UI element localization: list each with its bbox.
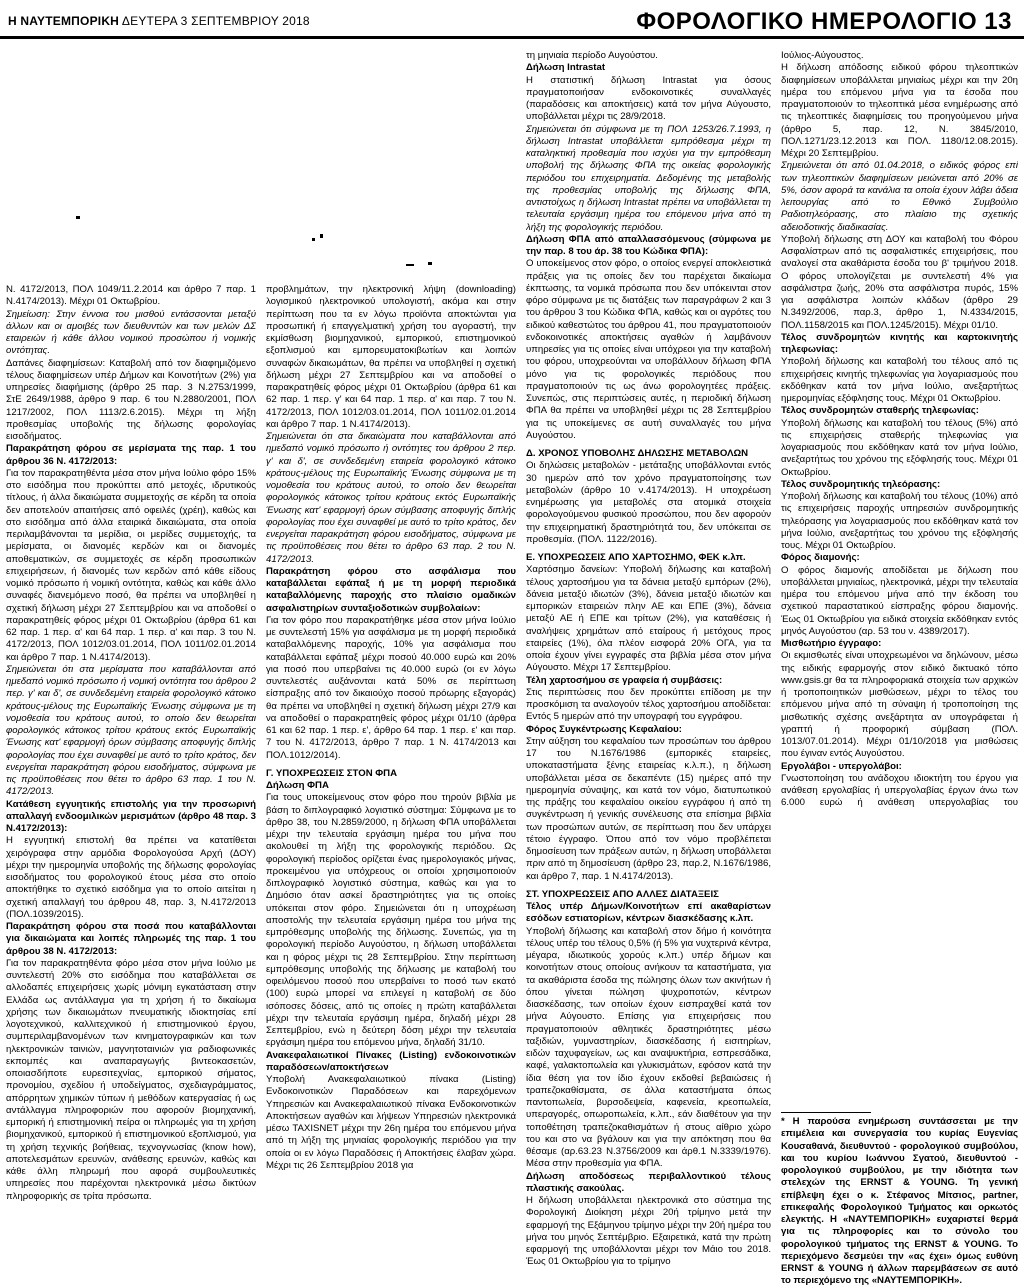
subheading: Τέλος υπέρ Δήμων/Κοινοτήτων επί ακαθαρίστων εσόδων εστιατορίων, κέντρων διασκέδασης κ.λπ. [526, 901, 771, 925]
scan-speck [312, 238, 315, 241]
paragraph: Ο φόρος διαμονής αποδίδεται με δήλωση που υποβάλλεται μηνιαίως, ηλεκτρονικά, μέχρι την τελευταία ημέρα του επόμενου μήνα από την έκδοση του σχετικού παραστατικού είσπραξης φόρου διαμονής. Έως 01 Οκτωβρίου για ειδικά στοιχεία εκδόθηκαν εντός μηνός Αυγούστου (αρ. 53 του ν. 4389/2017). [781, 564, 1018, 637]
scan-speck [76, 216, 80, 219]
column-1 [6, 284, 256, 1269]
column-4 [781, 50, 1018, 810]
paragraph: Για τους υποκείμενους στον φόρο που τηρούν βιβλία με βάση το διπλογραφικό λογιστικό σύστημα: Σύμφωνα με το άρθρο 38, του Ν.2859/2000, η δήλωση ΦΠΑ υποβάλλεται μέχρι την τελευταία εργάσιμη ημέρα του μήνα που ακολουθεί τη λήξη της φορολογικής περιόδου. Ως φορολογική περίοδος ορίζεται ένας ημερολογιακός μήνας, προκειμένου για υπόχρεους οι οποίοι χρησιμοποιούν διπλογραφικό λογιστικό σύστημα, καθώς και για το Δημόσιο όταν ασκεί δραστηριότητες για τις οποίες υπόκειται στον φόρο. Σημειώνεται ότι η υποχρέωση αποστολής την τελευταία εργάσιμη ημέρα του μήνα της εμπρόθεσμης υποβολής της δήλωσης. Συνεπώς, για τη φορολογική περίοδο Αυγούστου, η δήλωση υποβάλλεται και η φόρος μέχρι τις 28 Σεπτεμβρίου. Στην περίπτωση εμπρόθεσμης υποβολής της δήλωσης με καταβολή του οφειλόμενου ποσού που υπερβαίνει το ποσό των εκατό (100) ευρώ μπορεί να επιλεγεί η καταβολή σε δύο ισόποσες δόσεις, από τις οποίες η πρώτη καταβάλλεται μέχρι την τελευταία εργάσιμη ημέρα, δηλαδή μέχρι 28 Σεπτεμβρίου, ενώ η δεύτερη δόση μέχρι την τελευταία εργάσιμη ημέρα του επόμενου μήνα, δηλαδή 31/10. [266, 792, 516, 1049]
subheading: Ανακεφαλαιωτικοί Πίνακες (Listing) ενδοκοινοτικών παραδόσεων/αποκτήσεων [266, 1049, 516, 1073]
section-heading: Δ. ΧΡΟΝΟΣ ΥΠΟΒΟΛΗΣ ΔΗΛΩΣΗΣ ΜΕΤΑΒΟΛΩΝ [526, 448, 749, 459]
section-title: ΦΟΡΟΛΟΓΙΚΟ ΗΜΕΡΟΛΟΓΙΟ 13 [636, 8, 1012, 35]
paragraph: Στην αύξηση του κεφαλαίου των προσώπων του άρθρου 17 του Ν.1676/1986 (εμπορικές εταιρείες, υποκαταστήματα ξένης εταιρείας κ.λ.π.), η δήλωση υποβάλλεται μέσα σε δεκαπέντε (15) ημέρες από την ημερομηνία σύναψης, και κατά τον νόμο, διατυπωτικού της πράξης του κεφαλαίου οικείου εγγράφου ή από τη συγκέντρωση ή γενικής συνέλευσης στα επίσημα βιβλία των προσώπων αυτών, σε περίπτωση που δεν υπάρχει τέτοιο έγγραφο. Όπου από τον νόμο προβλέπεται δημοσίευση των πράξεων αυτών, η δήλωση υποβάλλεται πριν από τη δημοσίευση (άρθρο 23, παρ.2, Ν.1676/1986, και άρθρο 7, παρ. 1 Ν.4174/2013). [526, 735, 771, 882]
column-3 [526, 50, 771, 1269]
header-rule [0, 36, 1024, 39]
paragraph: Η δήλωση υποβάλλεται ηλεκτρονικά στο σύστημα της Φορολογική Διοίκηση μέχρι 20ή τρίμηνο μετά την εφαρμογή της Εξάμηνου τρίμηνο μέχρι την 20ή ημέρα του μήνα του μηνός Σεπτέμβριο. Εξαιρετικά, κατά την πρώτη εφαρμογή της υποβάλλονται μέχρι τον Μάιο του 2018. Έως 01 Οκτωβρίου για το τρίμηνο [526, 1195, 771, 1268]
issue-date: ΔΕΥΤΕΡΑ 3 ΣΕΠΤΕΜΒΡΙΟΥ 2018 [121, 14, 310, 28]
paragraph: Η στατιστική δήλωση Intrastat για όσους πραγματοποιήσαν ενδοκοινοτικές συναλλαγές (παραδόσεις και αποκτήσεις) κατά τον μήνα Αύγουστο, υποβάλλεται μέχρι τις 28/9/2018. [526, 74, 771, 123]
subheading: Τέλος συνδρομητών κινητής και καρτοκινητής τηλεφωνίας: [781, 331, 1018, 355]
paragraph: τη μηνιαία περίοδο Αυγούστου. [526, 50, 658, 61]
paragraph: Για τον φόρο που παρακρατήθηκε μέσα στον μήνα Ιούλιο με συντελεστή 15% για ασφάλισμα με τη μορφή περιοδικά καταβαλλόμενης παροχής, 10% για ασφάλισμα που καταβάλλεται εφάπαξ μέχρι ποσού 40.000 ευρώ και 20% για ποσό που υπερβαίνει τις 40.000 ευρώ (οι εν λόγω συντελεστές αυξάνονται κατά 50% σε περίπτωση είσπραξης από τον δικαιούχο ποσού πρόωρης εξαγοράς) θα πρέπει να υποβληθεί η σχετική δήλωση μέχρι 27/9 και να αποδοθεί ο παρακρατηθείς φόρος μέχρι 01/10 (άρθρα 61 και 62 παρ. 1 περ. ε', άρθρο 64 παρ. 1 περ. ε' και παρ. 7 του Ν. 4172/2013, άρθρο 7 παρ. 1 Ν. 4174/2013 και ΠΟΛ.1012/2014). [266, 614, 516, 761]
subheading: Παρακράτηση φόρου σε μερίσματα της παρ. 1 του άρθρου 36 Ν. 4172/2013: [6, 443, 256, 467]
subheading: Τέλος συνδρομητών σταθερής τηλεφωνίας: [781, 405, 979, 417]
paragraph: Υποβολή δήλωσης και καταβολή στον δήμο ή κοινότητα τέλους υπέρ του τέλους 0,5% (ή 5% για νυχτερινά κέντρα, μέγαρα, ιδιωτικούς χορούς κ.λπ.) υπέρ δήμων και κοινοτήτων στους οποίους ανήκουν τα καταστήματα, για τα ακαθάριστα έσοδα της πώλησης όλων των ακινήτων ή όπου γίνεται πώληση ψυχροποτών, κέντρων διασκέδασης, των οποίων έχουν εισπραχθεί κατά τον μήνα Αύγουστο. Επίσης για επιχειρήσεις που πραγματοποιούν αθλητικές δραστηριότητες μέσω ταξιδιών, γυμναστηρίων, διασκέδασης ή εισιτηρίων, ειδών ταχυφαγείων, ως και αναψυκτήρια, εσπρεσάδικα, καφέ, γαλακτοπωλεία και γλυκισμάτων, εφόσον κατά την ίδια θέση για τον ίδιο έχουν εκδοθεί βεβαιώσεις ή τραπεζοκαθίσματα, σε άλλα καταστήματα όπως παντοπωλεία, βυρσοδεψεία, καφενεία, κρεοπωλεία, υπεραγορές, οπωροπωλεία, κ.λπ., εάν διαθέτουν για την τοποθέτηση τραπεζοκαθισμάτων ή στους αίθριο χώρο του και στο να βγάλουν και για την απόκτηση που θα θέσαμε (αρ.63.23 Ν.3756/2009 και άρθ.1 Ν.3339/1976). Μέσα στην προθεσμία για ΦΠΑ. [526, 925, 771, 1170]
paragraph: Σημειώνεται ότι στα δικαιώματα που καταβάλλονται από ημεδαπό νομικό πρόσωπο ή οντότητες του άρθρου 2 περ. γ' και δ', σε συνδεδεμένη εταιρεία φορολογικό κάτοικο κράτους-μέλους της Ευρωπαϊκής Ένωσης σύμφωνα με τη νομοθεσία του κράτους αυτού, το οποίο δεν θεωρείται φορολογικός κάτοικος τρίτου κράτους εκτός Ευρωπαϊκής Ένωσης κατ' εφαρμογή όρων σύμβασης αποφυγής διπλής φορολογίας που έχει συναφθεί με αυτό το τρίτο κράτος, δεν ενεργείται παρακράτηση φόρου εισοδήματος, σύμφωνα με τις προϋποθέσεις που θέτει το άρθρο 63 παρ. 2 του Ν. 4172/2013. [266, 431, 516, 565]
paragraph: Σημειώνεται ότι στα μερίσματα που καταβάλλονται από ημεδαπό νομικό πρόσωπο ή νομική οντότητα του άρθρου 2 περ. γ' και δ', σε συνδεδεμένη εταιρεία φορολογικό κάτοικο κράτους-μέλους της Ευρωπαϊκής Ένωσης σύμφωνα με τη νομοθεσία του κράτους αυτού, το οποίο δεν θεωρείται φορολογικός κάτοικος τρίτου κράτους εκτός Ευρωπαϊκής Ένωσης κατ' εφαρμογή όρων σύμβασης αποφυγής διπλής φορολογίας που έχει συναφθεί με αυτό το τρίτο κράτος, δεν ενεργείται παρακράτηση φόρου εισοδήματος, σύμφωνα με τις προϋποθέσεις που θέτει το άρθρο 63 παρ. 1 του Ν. 4172/2013. [6, 663, 256, 798]
paragraph: Γνωστοποίηση του ανάδοχου ιδιοκτήτη του έργου για ανάθεση εργολαβίας ή υπεργολαβίας έργων άνω των 6.000 ευρώ ή ανάθεση υπεργολαβίας του [781, 772, 1018, 809]
section-heading: ΣΤ. ΥΠΟΧΡΕΩΣΕΙΣ ΑΠΟ ΑΛΛΕΣ ΔΙΑΤΑΞΕΙΣ [526, 888, 719, 900]
footnote-box [781, 1112, 1018, 1288]
paragraph: Οι δηλώσεις μεταβολών - μετάταξης υποβάλλονται εντός 30 ημερών από τον χρόνο πραγματοποίησης των μεταβολών (άρθρο 10 ν.4174/2013). Η υποχρέωση ενημέρωσης για μεταβολές στα ατομικά στοιχεία φορολογούμενου φυσικού προσώπου, που δεν αφορούν την επιχειρηματική δραστηριότητά του, δεν υπόκειται σε προθεσμία. (ΠΟΛ. 1122/2016). [526, 460, 771, 545]
subheading: Παρακράτηση φόρου στο ασφάλισμα που καταβάλλεται εφάπαξ ή με τη μορφή περιοδικά καταβαλλόμενης παροχής στο πλαίσιο ομαδικών ασφαλιστηρίων συνταξιοδοτικών συμβολαίων: [266, 565, 516, 614]
header-masthead [8, 14, 310, 28]
paragraph: Υποβολή δήλωσης και καταβολή του τέλους (5%) από τις επιχειρήσεις σταθερής τηλεφωνίας για λογαριασμούς που εκδόθηκαν κατά τον μήνα Ιούλιο, ανεξαρτήτως του χρόνου της εξόφλησής τους. Μέχρι 01 Οκτωβρίου. [781, 417, 1018, 478]
subheading: Τέλη χαρτοσήμου σε γραφεία ή συμβάσεις: [526, 674, 723, 686]
subheading: Τέλος συνδρομητικής τηλεόρασης: [781, 478, 941, 490]
paragraph: Σημειώνεται ότι σύμφωνα με τη ΠΟΛ 1253/26.7.1993, η δήλωση Intrastat υποβάλλεται εμπρόθεσμα μέχρι τη καταληκτική προθεσμία που ισχύει για την εμπρόθεσμη υποβολή της δήλωσης ΦΠΑ της οικείας φορολογικής περιόδου του επιχειρηματία. Δεδομένης της μεταβολής της προθεσμίας υποβολής της δήλωσης ΦΠΑ, αντιστοίχως η δήλωση Intrastat πρέπει να υποβάλλεται τη τελευταία εργάσιμη ημέρα του επόμενου μήνα από τη λήξη της φορολογικής περιόδου. [526, 123, 771, 233]
section-heading: Ε. ΥΠΟΧΡΕΩΣΕΙΣ ΑΠΟ ΧΑΡΤΟΣΗΜΟ, ΦΕΚ κ.λπ. [526, 552, 746, 563]
paragraph: Οι εκμισθωτές είναι υποχρεωμένοι να δηλώνουν, μέσω της ειδικής εφαρμογής στον ειδικό δικτυακό τόπο www.gsis.gr θα τα πληροφοριακά στοιχεία των αρχικών ή τροποποιητικών μισθώσεων, μέχρι το τέλος του επόμενου μήνα από τη σύναψη ή τροποποίηση της μισθωτικής σχέσης ανεξάρτητα αν υπογράφεται ή γραπτή ή προφορική σύμβαση (ΠΟΛ. 1013/07.01.2014). Μέχρι 01/10/2018 για μισθώσεις που έγιναν εντός Αυγούστου. [781, 650, 1018, 760]
footnote-separator [781, 1112, 871, 1113]
page-header [0, 0, 1024, 38]
paragraph: Ο υποκείμενος στον φόρο, ο οποίος ενεργεί αποκλειστικά πράξεις για τις οποίες δεν του παρέχεται δικαίωμα έκπτωσης, τα νομικά πρόσωπα που δεν υπόκεινται στον φόρο σύμφωνα με τις διατάξεις των παραγράφων 2 και 3 του άρθρου 3 του Κώδικα ΦΠΑ, καθώς και οι αγρότες του ειδικού καθεστώτος του άρθρου 41, που πραγματοποιούν ενδοκοινοτικές αποκτήσεις αγαθών ή λαμβάνουν υπηρεσίες για τις οποίες είναι υπόχρεοι για την καταβολή του φόρου, υποχρεούνται να υποβάλλουν δήλωση ΦΠΑ μόνο για τις φορολογικές περιόδους που πραγματοποιούν τις ως άνω φορολογητέες πράξεις. Συνεπώς, στις περιπτώσεις αυτές, η περιοδική δήλωση ΦΠΑ θα πρέπει να υποβληθεί μέχρι τις 28 Σεπτεμβρίου για τις υποκείμενες σε αυτή συναλλαγές του μήνα Αυγούστου. [526, 258, 771, 441]
paragraph: Για τον παρακρατηθέντα μέσα στον μήνα Ιούλιο φόρο 15% στο εισόδημα που προκύπτει από μετοχές, ιδρυτικούς τίτλους, ή άλλα δικαιώματα συμμετοχής σε κέρδη τα οποία δεν αποτελούν απαιτήσεις από οφειλές (χρέη), καθώς και στο εισόδημα από άλλα εταιρικά δικαιώματα, στα οποία περιλαμβάνονται τα μερίδια, οι μερίδες συμμετοχής, τα μερίσματα, οι διανομές κερδών και οι διανομές αποθεματικών, σε συμμετοχές σε κέρδη προσωπικών επιχειρήσεων, ή διανομές των κερδών από κάθε είδους νομικό πρόσωπο ή νομική οντότητα, καθώς και κάθε άλλο συναφές διανεμόμενο ποσό, θα πρέπει να υποβληθεί η σχετική δήλωση μέχρι 27 Σεπτεμβρίου και να αποδοθεί ο παρακρατηθείς φόρος μέχρι 01 Οκτωβρίου (άρθρα 61 και 62 παρ. 1 περ. α' και 64 παρ. 1 περ. α' και παρ. 3 του Ν. 4172/2013, ΠΟΛ 1012/03.01.2014, ΠΟΛ 1011/02.01.2014 και άρθρο 7 παρ. 1 Ν.4174/2013). [6, 467, 256, 663]
paragraph: Δαπάνες διαφημίσεων: Καταβολή από τον διαφημιζόμενο τέλους διαφημίσεων υπέρ Δήμων και Κοινοτήτων (2%) για υπηρεσίες διαφήμισης (άρθρο 25 παρ. 3 Ν.2753/1999, ΣτΕ 2649/1988, άρθρο 9 παρ. 6 του Ν.2880/2001, ΠΟΛ 1217/2002, ΠΟΛ 1113/2.6.2015). Μέχρι τη λήξη προθεσμίας υποβολής της δήλωσης φορολογίας εισοδήματος. [6, 357, 256, 442]
paragraph: Υποβολή Ανακεφαλαιωτικού πίνακα (Listing) Ενδοκοινοτικών Παραδόσεων και παρεχόμενων Υπηρεσιών και Ανακεφαλαιωτικού πίνακα Ενδοκοινοτικών Αποκτήσεων αγαθών και λήψεων Υπηρεσιών ηλεκτρονικά μέσω TAXISNET μέχρι την 26η ημέρα του επόμενου μήνα από τη λήξη της μηνιαίας φορολογικής περιόδου για την οποία οι εν λόγω Παραδόσεις ή Αποκτήσεις έλαβαν χώρα. Μέχρι τις 26 Σεπτεμβρίου 2018 για [266, 1074, 516, 1171]
paragraph: Υποβολή δήλωσης και καταβολή του τέλους από τις επιχειρήσεις κινητής τηλεφωνίας για λογαριασμούς που εκδόθηκαν κατά τον μήνα Ιούλιο, ανεξαρτήτως ημερομηνίας εξόφλησης τους. Μέχρι 01 Οκτωβρίου. [781, 356, 1018, 404]
paragraph: Σημείωση: Στην έννοια του μισθού εντάσσονται μεταξύ άλλων και οι αμοιβές των διευθυντών και των μελών ΔΣ εταιρειών ή κάθε άλλου νομικού προσώπου ή νομικής οντότητας. [6, 308, 256, 357]
paragraph: Σημειώνεται ότι από 01.04.2018, ο ειδικός φόρος επί των τηλεοπτικών διαφημίσεων μειώνεται από 20% σε 5%, όσον αφορά τα κανάλια τα οποία έχουν λάβει άδεια λειτουργίας από το Εθνικό Συμβούλιο Ραδιοτηλεόρασης, στο πλαίσιο της σχετικής αδειοδοτικής διαδικασίας. [781, 160, 1018, 233]
subheading: Φόρος Συγκέντρωσης Κεφαλαίου: [526, 723, 682, 735]
subheading: Μισθωτήριο έγγραφο: [781, 638, 882, 649]
footnote-text: * Η παρούσα ενημέρωση συντάσσεται με την επιμέλεια και συνεργασία του κυρίας Ευγενίας Κουσαθανά, διευθυντού - φορολογικού συμβούλου, και του κυρίου Ιωάννου Σγατού, διευθυντού - φορολογικού συμβούλου, με την ιδιότητα των στελεχών της ERNST & YOUNG. Τη γενική επίβλεψη έχει ο κ. Στέφανος Μίτσιος, partner, επικεφαλής Φορολογικού Τμήματος και ορκωτός ελεγκτής. Η «ΝΑΥΤΕΜΠΟΡΙΚΗ» ευχαριστεί θερμά για τις πληροφορίες και το σύνολο του φορολογικού τμήματος της ERNST & YOUNG. Το περιεχόμενο δεσμεύει την «ας έχει» όμως ευθύνη ERNST & YOUNG ή άλλων παρεμβάσεων σε αυτό το περιεχόμενο της «ΝΑΥΤΕΜΠΟΡΙΚΗ». [781, 1116, 1018, 1287]
paragraph: Για τον παρακρατηθέντα φόρο μέσα στον μήνα Ιούλιο με συντελεστή 20% στο εισόδημα που καταβάλλεται σε αλλοδαπές επιχειρήσεις χωρίς μόνιμη εγκατάσταση στην Ελλάδα ως αντάλλαγμα για τη χρήση ή το δικαίωμα χρήσης των δικαιωμάτων πνευματικής ιδιοκτησίας επί λογοτεχνικού, καλλιτεχνικού ή επιστημονικού έργου, συμπεριλαμβανομένων των κινηματογραφικών και των ηλεκτρονικών ταινιών, μαγνητοταινιών για ραδιοφωνικές εκπομπές και αναπαραγωγής βιντεοκασετών, οποιασδήποτε ευρεσιτεχνίας, εμπορικού σήματος, προνομίου, σχεδίου ή υποδείγματος, σχεδιαγράμματος, απόρρητων χημικών τύπων ή μεθόδων κατεργασίας ή ως αντάλλαγμα πληροφοριών που αφορούν βιομηχανική, εμπορική ή επιστημονική πείρα οι πληρωμές για τη χρήση βιομηχανικού, εμπορικού ή επιστημονικού εξοπλισμού, για τη χρήση τεχνικής βοήθειας, τεχνογνωσίας (know how), αποτελεσμάτων ερευνών, ανάθεσης ερευνών, καθώς και κάθε άλλη πληρωμή που αφορά συμβουλευτικές υπηρεσίες που παρέχονται ηλεκτρονικά μέσω δικτύων πληροφορικής σε τρίτα πρόσωπα. [6, 957, 256, 1202]
paragraph: Στις περιπτώσεις που δεν προκύπτει επίδοση με την προσκόμιση τα αναλογούν τέλος χαρτοσήμου αποδίδεται: Εντός 5 ημερών από την υπογραφή του εγγράφου. [526, 686, 771, 723]
paragraph: προβλημάτων, την ηλεκτρονική λήψη (downloading) λογισμικού ηλεκτρονικού υπολογιστή, ακόμα και στην περίπτωση που τα εν λόγω προϊόντα αποκτώνται για προσωπική ή επαγγελματική χρήση του αγοραστή, την εκμίσθωση βιομηχανικού, εμπορικού, επιστημονικού εξοπλισμού και εμπορευματοκιβωτίων και λοιπών συναφών δικαιωμάτων, θα πρέπει να υποβληθεί η σχετική δήλωση μέχρι 27 Σεπτεμβρίου και να αποδοθεί ο παρακρατηθείς φόρος μέχρι 01 Οκτωβρίου (άρθρα 61 και 62 παρ. 1 περ. γ' και 64 παρ. 1 περ. α' και παρ. 7 του Ν. 4172/2013, ΠΟΛ 1012/03.01.2014, ΠΟΛ 1011/02.01.2014 και άρθρο 7 παρ. 1 Ν.4174/2013). [266, 284, 516, 430]
paragraph: Χαρτόσημο δανείων: Υποβολή δήλωσης και καταβολή τέλους χαρτοσήμου για τα δάνεια μεταξύ εμπόρων (2%), δάνεια μεταξύ ιδιωτών (3%), δάνεια μεταξύ ιδιωτών και εμπορικών εταιρειών πλην ΑΕ και ΕΠΕ (3%), δάνεια μεταξύ ΑΕ ή ΕΠΕ και τρίτων (2%), για καταθέσεις ή αναλήψεις χρημάτων από εταίρους ή μετόχους προς εταιρείες (1%), όλα πλέον εισφορά 20% ΟΓΑ, για τα οποία έχουν γίνει εγγραφές στα βιβλία μέσα στον μήνα Αύγουστο. Μέχρι 17 Σεπτεμβρίου. [526, 564, 771, 674]
column-2 [266, 284, 516, 1269]
subheading: Παρακράτηση φόρου στα ποσά που καταβάλλονται για δικαιώματα και λοιπές πληρωμές της παρ. 1 του άρθρου 38 Ν. 4172/2013: [6, 921, 256, 957]
scan-speck [406, 264, 414, 266]
paragraph: Η δήλωση απόδοσης ειδικού φόρου τηλεοπτικών διαφημίσεων υποβάλλεται μηνιαίως μέχρι και την 20η ημέρα του επόμενου μήνα για τα έσοδα που πραγματοποιούν το τηλεοπτικά μέσα ενημέρωσης από τις τηλεοπτικές διαφημίσεις του προηγούμενου μήνα (άρθρο 5, παρ. 12, Ν. 3845/2010, ΠΟΛ.1271/23.12.2013 και ΠΟΛ. 1180/12.08.2015). Μέχρι 20 Σεπτεμβρίου. [781, 62, 1018, 159]
subheading: Εργολάβοι - υπεργολάβοι: [781, 760, 902, 772]
paragraph: Υποβολή δήλωσης στη ΔΟΥ και καταβολή του Φόρου Ασφαλίστρων από τις ασφαλιστικές επιχειρήσεις, που αναλογεί στα ακαθάριστα έσοδα του β' τριμήνου 2018. Ο φόρος υπολογίζεται με συντελεστή 4% για ασφάλιστρα ζωής, 20% στα ασφάλιστρα πυρός, 15% για ασφάλιστρα λοιπών κλάδων (άρθρο 29 Ν.3492/2006, παρ.3, άρθρο 1, Ν.4334/2015, ΠΟΛ.1158/2015 και ΠΟΛ.1245/2015). Μέχρι 01/10. [781, 233, 1018, 331]
paragraph: Ιούλιος-Αύγουστος. [781, 50, 864, 61]
subheading: Δήλωση Intrastat [526, 62, 606, 74]
subheading: Κατάθεση εγγυητικής επιστολής για την προσωρινή απαλλαγή ενδοομιλικών μερισμάτων (άρθρο 48 παρ. 3 Ν.4172/2013): [6, 798, 256, 834]
subheading: Δήλωση ΦΠΑ από απαλλασσόμενους (σύμφωνα με την παρ. 8 του άρ. 38 του Κώδικα ΦΠΑ): [526, 233, 771, 257]
section-heading: Γ. ΥΠΟΧΡΕΩΣΕΙΣ ΣΤΟΝ ΦΠΑ [266, 767, 398, 779]
newspaper-name: Η ΝΑΥΤΕΜΠΟΡΙΚΗ [8, 14, 120, 28]
paragraph: Η εγγυητική επιστολή θα πρέπει να κατατίθεται χειρόγραφα στην αρμόδια Φορολογούσα Αρχή (ΔΟΥ) μέχρι την ημερομηνία υποβολής της δήλωσης φορολογίας εισοδήματος του φορολογικού έτους μέσα στο οποίο αποκτήθηκε το σχετικό εισόδημα για το οποίο αιτείται η σχετική απαλλαγή του άρθρου 48, παρ. 3, Ν.4172/2013 (ΠΟΛ.1039/2015). [6, 835, 256, 920]
subheading: Δήλωση ΦΠΑ [266, 780, 329, 791]
scan-speck [428, 262, 432, 265]
paragraph: Ν. 4172/2013, ΠΟΛ 1049/11.2.2014 και άρθρο 7 παρ. 1 Ν.4174/2013). Μέχρι 01 Οκτωβρίου. [6, 284, 256, 308]
subheading: Φόρος διαμονής: [781, 552, 860, 564]
scan-speck [320, 234, 323, 238]
paragraph: Υποβολή δήλωσης και καταβολή του τέλους (10%) από τις επιχειρήσεις παροχής υπηρεσιών συνδρομητικής τηλεόρασης για λογαριασμούς που εκδόθηκαν κατά τον μήνα Ιούλιο, ανεξαρτήτως του χρόνου της εξόφλησής τους. Μέχρι 01 Οκτωβρίου. [781, 491, 1018, 551]
subheading: Δήλωση αποδόσεως περιβαλλοντικού τέλους πλαστικής σακούλας. [526, 1170, 771, 1194]
